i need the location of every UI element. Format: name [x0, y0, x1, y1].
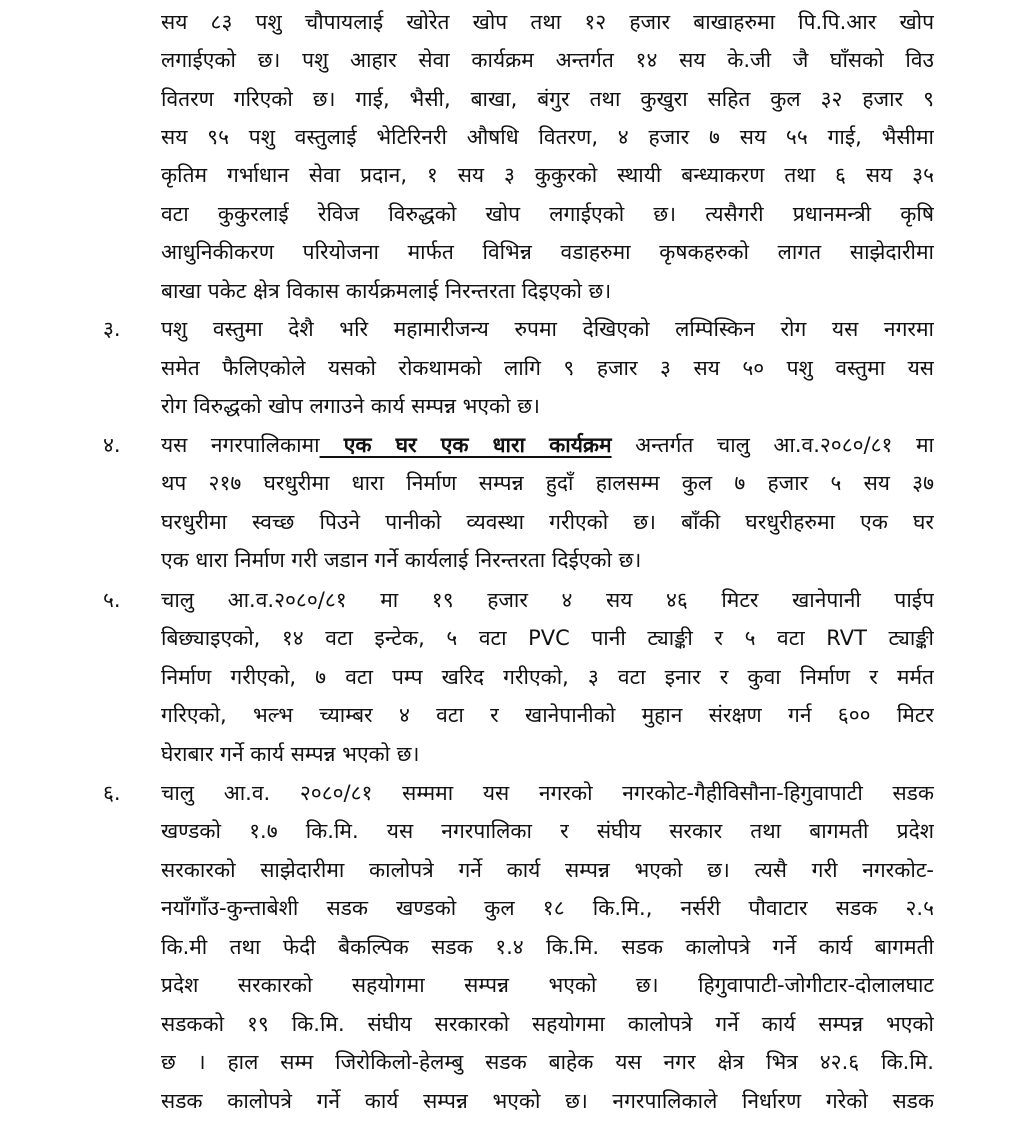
text-line — [161, 427, 934, 464]
text-line: लगाईएको छ। पशु आहार सेवा कार्यक्रम अन्तर्गत १४ सय के.जी जै घाँसको विउ — [161, 48, 934, 72]
text-line: नयाँगाँउ-कुन्ताबेशी सडक खण्डको कुल १८ कि.मि., नर्सरी पौवाटार सडक २.५ — [161, 896, 934, 920]
text-line: सय ८३ पशु चौपायलाई खोरेत खोप तथा १२ हजार बाखाहरुमा पि.पि.आर खोप — [161, 10, 934, 34]
text-line: खण्डको १.७ कि.मि. यस नगरपालिका र संघीय सरकार तथा बागमती प्रदेश — [161, 819, 934, 843]
item-number: ६. — [103, 781, 121, 805]
emphasized-program-name: एक घर एक धारा कार्यक्रम — [319, 433, 612, 457]
text-segment: अन्तर्गत चालु आ.व.२०८०/८१ मा — [611, 433, 934, 457]
text-line: छ । हाल सम्म जिरोकिलो-हेलम्बु सडक बाहेक यस नगर क्षेत्र भित्र ४२.६ कि.मि. — [161, 1050, 934, 1074]
item-number: ३. — [103, 317, 121, 341]
text-line: चालु आ.व. २०८०/८१ सम्ममा यस नगरको नगरकोट-गैहीविसौना-हिगुवापाटी सडक — [161, 781, 934, 805]
text-line: सरकारको साझेदारीमा कालोपत्रे गर्ने कार्य सम्पन्न भएको छ। त्यसै गरी नगरकोट- — [161, 858, 934, 882]
text-line: कि.मी तथा फेदी बैकल्पिक सडक १.४ कि.मि. सडक कालोपत्रे गर्ने कार्य बागमती — [161, 935, 934, 959]
text-line: सय ९५ पशु वस्तुलाई भेटिरिनरी औषधि वितरण, ४ हजार ७ सय ५५ गाई, भैसीमा — [161, 125, 934, 149]
text-line: गरिएको, भल्भ च्याम्बर ४ वटा र खानेपानीको मुहान संरक्षण गर्न ६०० मिटर — [161, 703, 934, 727]
text-line: वितरण गरिएको छ। गाई, भैसी, बाखा, बंगुर तथा कुखुरा सहित कुल ३२ हजार ९ — [161, 87, 934, 111]
text-line: थप २१७ घरधुरीमा धारा निर्माण सम्पन्न हुदाँ हालसम्म कुल ७ हजार ५ सय ३७ — [161, 471, 934, 495]
text-line: समेत फैलिएकोले यसको रोकथामको लागि ९ हजार ३ सय ५० पशु वस्तुमा यस — [161, 356, 934, 380]
text-line: रोग विरुद्धको खोप लगाउने कार्य सम्पन्न भएको छ। — [161, 394, 540, 418]
text-line: बाखा पकेट क्षेत्र विकास कार्यक्रमलाई निरन्तरता दिइएको छ। — [161, 279, 612, 303]
text-line: कृतिम गर्भाधान सेवा प्रदान, १ सय ३ कुकुरको स्थायी बन्ध्याकरण तथा ६ सय ३५ — [161, 163, 934, 187]
item-number: ४. — [103, 433, 121, 457]
text-line: चालु आ.व.२०८०/८१ मा १९ हजार ४ सय ४६ मिटर खानेपानी पाईप — [161, 588, 934, 612]
text-line: एक धारा निर्माण गरी जडान गर्ने कार्यलाई निरन्तरता दिईएको छ। — [161, 548, 642, 572]
text-line: निर्माण गरीएको, ७ वटा पम्प खरिद गरीएको, ३ वटा इनार र कुवा निर्माण र मर्मत — [161, 665, 934, 689]
text-line: सडक कालोपत्रे गर्ने कार्य सम्पन्न भएको छ। नगरपालिकाले निर्धारण गरेको सडक — [161, 1089, 934, 1113]
text-line: वटा कुकुरलाई रेविज विरुद्धको खोप लगाईएको छ। त्यसैगरी प्रधानमन्त्री कृषि — [161, 202, 934, 226]
text-line: घेराबार गर्ने कार्य सम्पन्न भएको छ। — [161, 742, 420, 766]
text-line: प्रदेश सरकारको सहयोगमा सम्पन्न भएको छ। हिगुवापाटी-जोगीटार-दोलालघाट — [161, 973, 934, 997]
text-line: आधुनिकीकरण परियोजना मार्फत विभिन्न वडाहरुमा कृषकहरुको लागत साझेदारीमा — [161, 240, 934, 264]
text-line: पशु वस्तुमा देशै भरि महामारीजन्य रुपमा देखिएको लम्पिस्किन रोग यस नगरमा — [161, 317, 934, 341]
text-line: घरधुरीमा स्वच्छ पिउने पानीको व्यवस्था गरीएको छ। बाँकी घरधुरीहरुमा एक घर — [161, 510, 934, 534]
text-line: बिछ्याइएको, १४ वटा इन्टेक, ५ वटा PVC पानी ट्याङ्की र ५ वटा RVT ट्याङ्की — [161, 626, 934, 650]
text-line: सडकको १९ कि.मि. संघीय सरकारको सहयोगमा कालोपत्रे गर्ने कार्य सम्पन्न भएको — [161, 1012, 934, 1036]
item-number: ५. — [103, 588, 121, 612]
text-segment: यस नगरपालिकामा — [161, 433, 320, 457]
